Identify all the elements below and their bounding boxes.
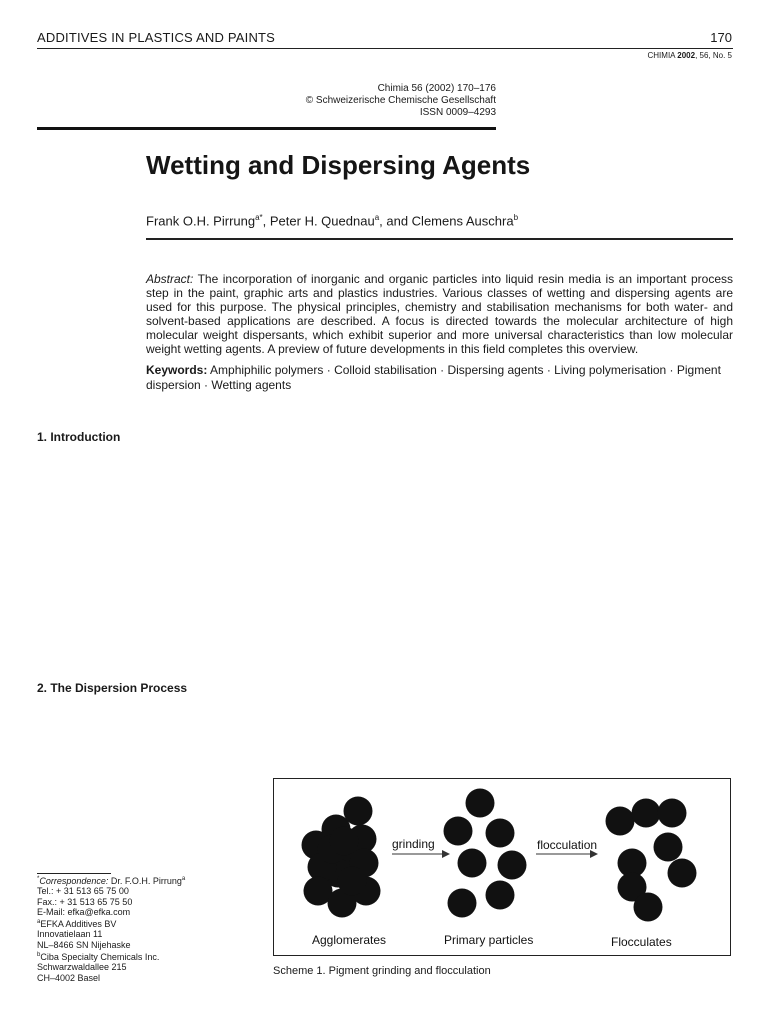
affiliation-b-name: Ciba Specialty Chemicals Inc.: [40, 952, 160, 963]
abstract-text: The incorporation of inorganic and organic particles into liquid resin media is an important process step in the paint, graphic arts and plastics industries. Various classes of wetting and dispersing agents are used for this purpose. The physical principles, chemistry and stabilisation mechanisms for both water- and solvent-based applications are described. A focus is directed towards the molecular architecture of high molecular weight dispersants, which exhibit superior and more universal characteristics than low molecular weight wetting agents. A preview of future developments in this field completes this overview.: [146, 272, 733, 356]
keywords: [146, 363, 733, 393]
flocculate-particle: [606, 807, 635, 836]
email: E-Mail: efka@efka.com: [37, 906, 131, 917]
scheme-figure: [273, 778, 731, 956]
section-heading-dispersion-process: 2. The Dispersion Process: [37, 681, 188, 695]
flocculate-particle: [654, 833, 683, 862]
title-rule: [37, 127, 496, 130]
flocculation-label: flocculation: [537, 838, 598, 852]
particle-group: [302, 789, 697, 922]
flocculate-particle: [632, 799, 661, 828]
author-affiliation-mark: a: [374, 213, 380, 222]
primary-particle: [444, 817, 473, 846]
running-head: ADDITIVES IN PLASTICS AND PAINTS: [37, 30, 276, 45]
abstract-label: Abstract:: [146, 272, 194, 286]
correspondence-name: Dr. F.O.H. Pirrung: [108, 876, 182, 886]
primary-particle: [486, 881, 515, 910]
grinding-arrowhead: [442, 850, 450, 858]
affiliation-a: $^a$EFKA Additives BV: [37, 919, 117, 930]
article-title: Wetting and Dispersing Agents: [146, 150, 531, 180]
citation-line: © Schweizerische Chemische Gesellschaft: [305, 95, 496, 106]
header-rule: [37, 48, 733, 49]
page-number: 170: [710, 30, 732, 45]
citation-line: ISSN 0009–4293: [419, 107, 496, 118]
primary-particles-label: Primary particles: [444, 933, 534, 947]
scheme-diagram: [274, 779, 732, 957]
author-rule: [146, 238, 733, 240]
author-list: [146, 213, 518, 228]
citation-line: Chimia 56 (2002) 170–176: [377, 83, 496, 94]
affiliation-a-city: NL–8466 SN Nijehaske: [37, 939, 131, 950]
author-name: Frank O.H. Pirrung: [146, 213, 256, 229]
author-name: Clemens Auschra: [411, 213, 514, 229]
agglomerates-label: Agglomerates: [312, 933, 387, 947]
affiliation-b-city: CH–4002 Basel: [37, 972, 101, 983]
primary-particle: [486, 819, 515, 848]
correspondence-line: *Correspondence: Dr. F.O.H. Pirrung$^a$: [37, 876, 186, 886]
scheme-caption: Scheme 1. Pigment grinding and flocculation: [273, 965, 491, 977]
correspondence-footnote: [37, 874, 257, 983]
agglomerate-particle: [330, 827, 359, 856]
journal-ref-year: 2002: [677, 51, 696, 60]
affiliation-b-street: Schwarzwaldallee 215: [37, 962, 127, 973]
primary-particle: [466, 789, 495, 818]
journal-reference: [648, 51, 733, 60]
agglomerate-particle: [338, 867, 367, 896]
correspondence-mark: a: [181, 876, 186, 882]
author-affiliation-mark: b: [513, 213, 519, 222]
grinding-label: grinding: [392, 837, 435, 851]
section-heading-introduction: 1. Introduction: [37, 430, 121, 444]
affiliation-a-name: EFKA Additives BV: [40, 919, 117, 930]
journal-ref-prefix: CHIMIA: [647, 51, 678, 60]
telephone: Tel.: + 31 513 65 75 00: [37, 886, 129, 897]
keywords-text: Amphiphilic polymers · Colloid stabilisation · Dispersing agents · Living polymerisation · Pigment dispersion · Wetting agents: [146, 363, 721, 392]
flocculates-label: Flocculates: [611, 935, 672, 949]
author-affiliation-mark: a*: [255, 213, 263, 222]
primary-particle: [458, 849, 487, 878]
affiliation-a-street: Innovatielaan 11: [37, 929, 103, 940]
author-separator: , and: [379, 213, 412, 229]
author-separator: ,: [262, 213, 270, 229]
author-name: Peter H. Quednau: [269, 213, 375, 229]
fax: Fax.: + 31 513 65 75 50: [37, 896, 133, 907]
primary-particle: [448, 889, 477, 918]
affiliation-b: $^b$Ciba Specialty Chemicals Inc.: [37, 952, 160, 963]
abstract: [146, 272, 733, 356]
citation-block: [250, 83, 496, 119]
correspondence-label: Correspondence:: [39, 876, 109, 886]
flocculate-particle: [658, 799, 687, 828]
flocculate-particle: [634, 893, 663, 922]
flocculate-particle: [668, 859, 697, 888]
primary-particle: [498, 851, 527, 880]
journal-ref-suffix: , 56, No. 5: [695, 51, 732, 60]
keywords-label: Keywords:: [146, 363, 208, 377]
